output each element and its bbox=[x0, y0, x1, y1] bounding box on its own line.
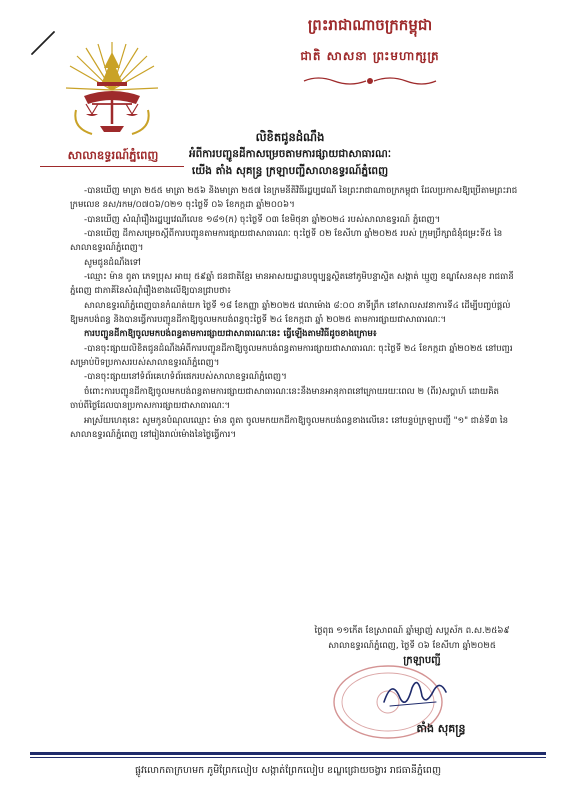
signer-title: ក្រឡាបញ្ជី bbox=[403, 655, 441, 666]
body-paragraph-heading: ការបញ្ជូនដីកាឱ្យចូលមកបង់ពន្ធតាមការផ្សាយជាសាធារណៈនេះ ធ្វើឡើងតាមវិធីដូចខាងក្រោម៖ bbox=[84, 329, 377, 340]
solar-date: សាលាឧទ្ធរណ៍ភ្នំពេញ, ថ្ងៃទី ០៦ ខែសីហា ឆ្នាំ២០២៥ bbox=[328, 640, 496, 651]
footer-address: ផ្លូវលោកតាក្រហមក ភូមិព្រែកលៀប សង្កាត់ព្រែកលៀប ខណ្ឌជ្រោយចង្វារ រាជធានីភ្នំពេញ bbox=[135, 765, 441, 776]
body-paragraph: -បានចុះផ្សាយលិខិតជូនដំណឹងអំពីការបញ្ជូនដីកាឱ្យចូលមកបង់ពន្ធតាមការផ្សាយជាសាធារណៈ ចុះថ្ងៃទី ២៤ ខែកក្កដា ឆ្នាំ២០២៥ នៅបញ្ជរសម្រាប់បិទប្រកាសរបស់សាលាឧទ្ធរណ៍ភ្នំពេញ។ bbox=[70, 343, 513, 369]
lunar-date: ថ្ងៃពុធ ១១កើត ខែស្រាពណ៍ ឆ្នាំម្សាញ់ សប្តស័ក ព.ស.២៥៦៩ bbox=[314, 626, 510, 636]
court-name: សាលាឧទ្ធរណ៍ភ្នំពេញ bbox=[67, 148, 159, 162]
body-paragraph: -បានឃើញ មាត្រា ២៥៥ មាត្រា ២៥៦ និងមាត្រា ២៥៧ នៃក្រមនីតិវិធីរដ្ឋប្បវេណី នៃព្រះរាជាណាចក្រកម្ពុជា ដែលប្រកាសឱ្យប្រើតាមព្រះរាជក្រមលេខ នស/រកម/០៧០៦/០២១ ចុះថ្ងៃទី ០៦ ខែកក្កដា ឆ្នាំ២០០៦។ bbox=[70, 186, 518, 211]
body-paragraph: សូមជូនដំណឹងទៅ bbox=[84, 257, 141, 268]
footer-divider-thin bbox=[30, 757, 546, 758]
kingdom-motto: ជាតិ សាសនា ព្រះមហាក្សត្រ bbox=[300, 49, 440, 63]
pen-mark-icon bbox=[30, 30, 56, 56]
document-title: លិខិតជូនដំណឹង bbox=[255, 130, 325, 144]
document-body bbox=[70, 184, 518, 442]
body-paragraph: -បានឃើញ សំណុំរឿងរដ្ឋប្បវេណីលេខ ១៨១(ក) ចុះថ្ងៃទី ០៣ ខែមិថុនា ឆ្នាំ២០២៤ របស់សាលាឧទ្ធរណ៍ ភ្នំពេញ។ bbox=[84, 214, 441, 225]
body-paragraph: សាលាឧទ្ធរណ៍ភ្នំពេញបានកំណត់យក ថ្ងៃទី ១៨ ខែកញ្ញា ឆ្នាំ២០២៥ វេលាម៉ោង ៨:០០ នាទីព្រឹក នៅសាលសវនាការទី៤ ដើម្បីបញ្ចប់ផ្តល់ឱ្យមកបង់ពន្ធ និងបានធ្វើការបញ្ជូនដីកាឱ្យចូលមកបង់ពន្ធចុះថ្ងៃទី ២៤ ខែកក្កដា ឆ្នាំ ២០២៥ តាមការផ្សាយជាសាធារណៈ។ bbox=[70, 300, 511, 326]
document-subtitle: អំពីការបញ្ជូនដីកាសម្រេចតាមការផ្សាយជាសាធារណៈ bbox=[188, 148, 392, 160]
body-paragraph: -បានឃើញ ដីកាសម្រេចស្តីពីការបញ្ជូនតាមការផ្សាយជាសាធារណៈ ចុះថ្ងៃទី ០២ ខែសីហា ឆ្នាំ២០២៥ របស់ ក្រុមប្រឹក្សាជំនុំជម្រះទី៥ នៃសាលាឧទ្ធរណ៍ភ្នំពេញ។ bbox=[70, 229, 503, 254]
handwritten-signature bbox=[378, 672, 452, 714]
body-paragraph: -បានចុះផ្សាយនៅទំព័រគេហទំព័រផេករបស់សាលាឧទ្ធរណ៍ភ្នំពេញ។ bbox=[84, 372, 287, 383]
court-emblem-logo bbox=[62, 38, 162, 138]
body-paragraph: -ឈ្មោះ ម៉ាន ពូតា ភេទប្រុស អាយុ ៥៩ឆ្នាំ ជនជាតិខ្មែរ មានអាសយដ្ឋានបច្ចុប្បន្នស្ថិតនៅភូមិបន្ទាស្ទិត សង្កាត់ ឃ្មួញ ខណ្ឌសែនសុខ រាជធានីភ្នំពេញ ជាភាគីនៃសំណុំរឿងខាងលើឱ្យបានជ្រាបថា៖ bbox=[70, 272, 514, 297]
signer-name: តាំង សុគន្ធ្រ bbox=[416, 722, 466, 735]
document-issuer-line: យើង តាំង សុគន្ធ្រ ក្រឡាបញ្ជីសាលាឧទ្ធរណ៍ភ្នំពេញ bbox=[191, 165, 389, 177]
dateline bbox=[292, 624, 532, 653]
body-paragraph: ចំពោះការបញ្ជូនដីកាឱ្យចូលមកបង់ពន្ធតាមការផ្សាយជាសាធារណៈនេះនឹងមានអានុភាពនៅក្រោយរយៈពេល ២ (ពីរ)សប្តាហ៍ ដោយគិតចាប់ពីថ្ងៃដែលបានប្រកាសការផ្សាយជាសាធារណៈ។ bbox=[70, 386, 500, 412]
kingdom-title: ព្រះរាជាណាចក្រកម្ពុជា bbox=[307, 16, 433, 34]
motto-ornament-icon bbox=[300, 74, 440, 88]
footer-divider bbox=[30, 752, 546, 755]
body-paragraph: អាស្រ័យហេតុនេះ សូមកូនបំណុលឈ្មោះ ម៉ាន ពូតា ចូលមកយកដីកាឱ្យចូលមកបង់ពន្ធខាងលើនេះ នៅបន្ទប់ក្រឡាបញ្ជី "១" ជាន់ទី៣ នៃសាលាឧទ្ធរណ៍ភ្នំពេញ នៅរៀងរាល់ម៉ោងនៃថ្ងៃធ្វើការ។ bbox=[70, 415, 509, 440]
